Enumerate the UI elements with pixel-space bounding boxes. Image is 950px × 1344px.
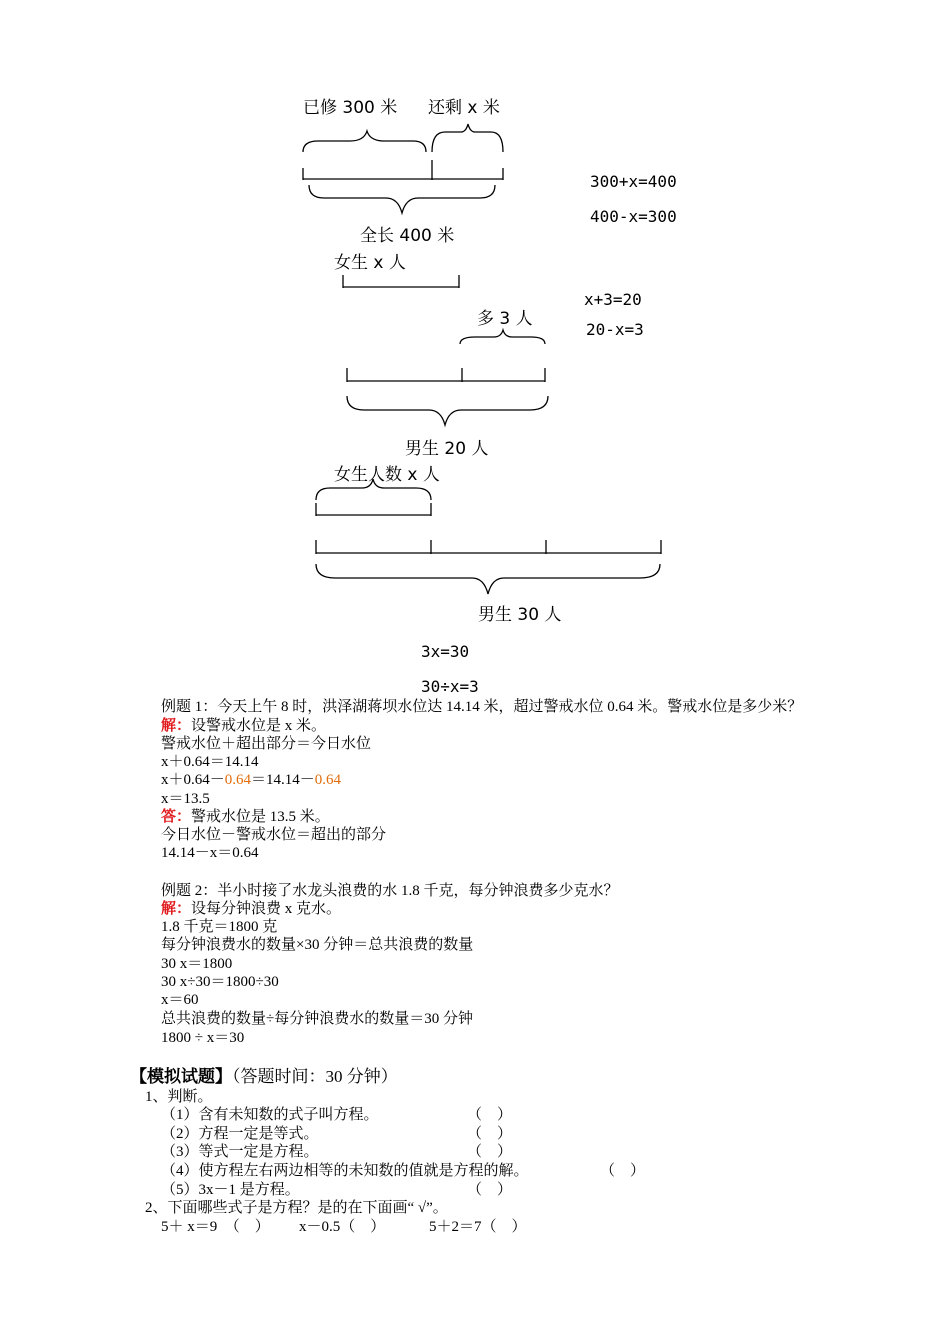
answer-blank[interactable]: （ ） — [467, 1182, 513, 1198]
label-already-built: 已修 300 米 — [303, 98, 398, 118]
step2-part-c: ＝14.14－ — [251, 772, 315, 788]
answer-blank[interactable]: （ ） — [600, 1163, 646, 1179]
q1-item: （1）含有未知数的式子叫方程。 — [161, 1107, 379, 1123]
label-extra-3: 多 3 人 — [477, 309, 533, 329]
brace-full-length — [309, 185, 495, 213]
solve-tag: 解： — [161, 718, 192, 734]
q2-item[interactable]: x－0.5（ ） — [299, 1219, 386, 1235]
brace-extra-3 — [460, 330, 545, 344]
example2-line: 30 x＝1800 — [161, 956, 233, 972]
step2-highlight-a: 0.64 — [224, 772, 252, 788]
solve-tag: 解： — [161, 901, 192, 917]
segment-boys-20 — [347, 368, 545, 382]
label-girls: 女生 x 人 — [334, 253, 406, 273]
example2-line: 1800 ÷ x＝30 — [161, 1030, 245, 1046]
q2-title: 2、下面哪些式子是方程？是的在下面画“ √”。 — [145, 1200, 448, 1216]
mock-title: 【模拟试题】 — [130, 1067, 232, 1087]
label-full-length: 全长 400 米 — [360, 226, 455, 246]
label-boys-30: 男生 30 人 — [478, 605, 562, 625]
step2-highlight-b: 0.64 — [314, 772, 342, 788]
example1-step3: x＝13.5 — [161, 791, 210, 807]
example1-relation: 警戒水位＋超出部分＝今日水位 — [161, 736, 372, 752]
equation-2b: 20-x=3 — [586, 320, 644, 339]
q2-item[interactable]: 5＋ x＝9 （ ） — [161, 1219, 270, 1235]
segment-boys-30 — [316, 540, 661, 554]
example1-relation2: 今日水位－警戒水位＝超出的部分 — [161, 827, 387, 843]
answer-tag: 答： — [161, 809, 192, 825]
solve-text: 设每分钟浪费 x 克水。 — [191, 901, 342, 917]
brace-remaining — [432, 124, 503, 152]
mock-heading — [130, 1067, 398, 1087]
example1-step1: x＋0.64＝14.14 — [161, 754, 259, 770]
example2-line: 1.8 千克＝1800 克 — [161, 919, 278, 935]
example2-line: 每分钟浪费水的数量×30 分钟＝总共浪费的数量 — [161, 937, 474, 953]
example1-question: 例题 1：今天上午 8 时，洪泽湖蒋坝水位达 14.14 米，超过警戒水位 0.64 米。警戒水位是多少米？ — [161, 699, 803, 715]
step2-part-a: x＋0.64－ — [161, 772, 225, 788]
q1-item: （4）使方程左右两边相等的未知数的值就是方程的解。 — [161, 1163, 529, 1179]
equation-3b: 30÷x=3 — [421, 677, 479, 696]
segment-girls — [343, 275, 459, 288]
answer-blank[interactable]: （ ） — [467, 1144, 513, 1160]
equation-2a: x+3=20 — [584, 290, 642, 309]
example1-answer — [161, 808, 330, 826]
brace-boys-20 — [347, 396, 548, 425]
answer-blank[interactable]: （ ） — [467, 1126, 513, 1142]
example2-line: 总共浪费的数量÷每分钟浪费水的数量＝30 分钟 — [161, 1011, 473, 1027]
q1-title: 1、判断。 — [145, 1089, 213, 1105]
answer-blank[interactable]: （ ） — [467, 1107, 513, 1123]
q1-item: （5）3x－1 是方程。 — [161, 1182, 300, 1198]
example2-solve — [161, 900, 341, 918]
example2-line: 30 x÷30＝1800÷30 — [161, 974, 279, 990]
segment-full-length — [303, 160, 503, 180]
equation-1a: 300+x=400 — [590, 172, 677, 191]
example1-solve — [161, 717, 326, 735]
q2-item[interactable]: 5＋2＝7（ ） — [429, 1219, 527, 1235]
label-girls-count: 女生人数 x 人 — [334, 465, 440, 485]
brace-boys-30 — [316, 564, 660, 594]
example2-question: 例题 2：半小时接了水龙头浪费的水 1.8 千克，每分钟浪费多少克水？ — [161, 883, 619, 899]
answer-text: 警戒水位是 13.5 米。 — [191, 809, 330, 825]
q1-item: （3）等式一定是方程。 — [161, 1144, 319, 1160]
example1-equation2: 14.14－x＝0.64 — [161, 845, 259, 861]
solve-text: 设警戒水位是 x 米。 — [191, 718, 327, 734]
equation-3a: 3x=30 — [421, 642, 470, 661]
equation-1b: 400-x=300 — [590, 207, 677, 226]
mock-time-note: （答题时间：30 分钟） — [232, 1067, 398, 1086]
example2-line: x＝60 — [161, 992, 199, 1008]
label-remaining: 还剩 x 米 — [428, 98, 500, 118]
label-boys-20: 男生 20 人 — [405, 439, 489, 459]
segment-girls-count — [316, 503, 431, 516]
q1-item: （2）方程一定是等式。 — [161, 1126, 319, 1142]
example1-step2 — [161, 771, 341, 789]
brace-already-built — [303, 131, 426, 152]
